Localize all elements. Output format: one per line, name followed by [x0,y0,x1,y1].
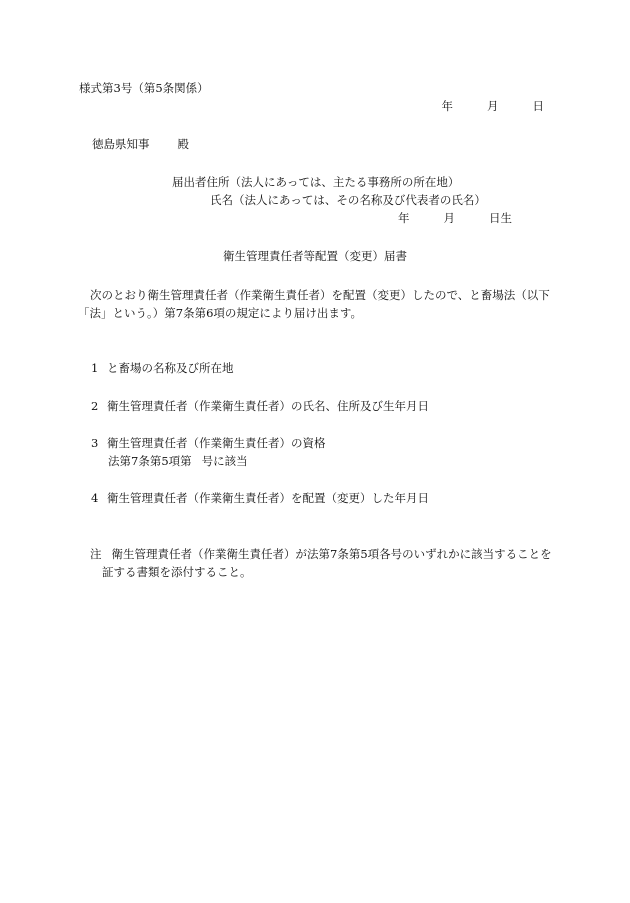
document-title: 衛生管理責任者等配置（変更）届書 [223,249,407,263]
date-year: 年 [441,99,453,113]
item-4 [91,491,429,507]
addressee [92,137,189,153]
birth-day: 日生 [489,211,512,225]
qualification-suffix: 号に該当 [201,454,248,468]
item-number: 1 [91,361,99,375]
item-text: 衛生管理責任者（作業衛生責任者）の氏名、住所及び生年月日 [107,399,429,413]
item-3-qualification [108,454,248,470]
birth-month: 月 [443,211,455,225]
item-text: と畜場の名称及び所在地 [107,361,234,375]
birth-date-line [398,211,512,227]
item-2 [91,399,429,415]
item-text: 衛生管理責任者（作業衛生責任者）の資格 [107,436,326,450]
form-number: 様式第3号（第5条関係） [79,81,209,95]
intro-paragraph: 次のとおり衛生管理責任者（作業衛生責任者）を配置（変更）したので、と畜場法（以下「法」という。）第7条第6項の規定により届け出ます。 [78,288,550,320]
birth-year: 年 [398,211,410,225]
item-text: 衛生管理責任者（作業衛生責任者）を配置（変更）した年月日 [107,491,429,505]
item-number: 4 [91,491,99,505]
date-month: 月 [487,99,499,113]
item-3 [91,436,326,452]
item-number: 2 [91,399,99,413]
note-line-2: 証する書類を添付すること。 [102,564,252,579]
item-number: 3 [91,436,99,450]
footnote [90,546,552,582]
qualification-prefix: 法第7条第5項第 [108,454,192,468]
date-day: 日 [532,99,544,113]
note-label: 注 [90,547,102,561]
date-line [442,99,545,115]
addressee-name: 徳島県知事 [92,137,150,151]
item-1 [91,361,234,377]
notifier-name-label: 氏名（法人にあっては、その名称及び代表者の氏名） [210,193,486,207]
notifier-address-label: 届出者住所（法人にあっては、主たる事務所の所在地） [172,175,460,189]
addressee-honorific: 殿 [177,137,189,151]
note-line-1: 衛生管理責任者（作業衛生責任者）が法第7条第5項各号のいずれかに該当することを [111,547,552,561]
